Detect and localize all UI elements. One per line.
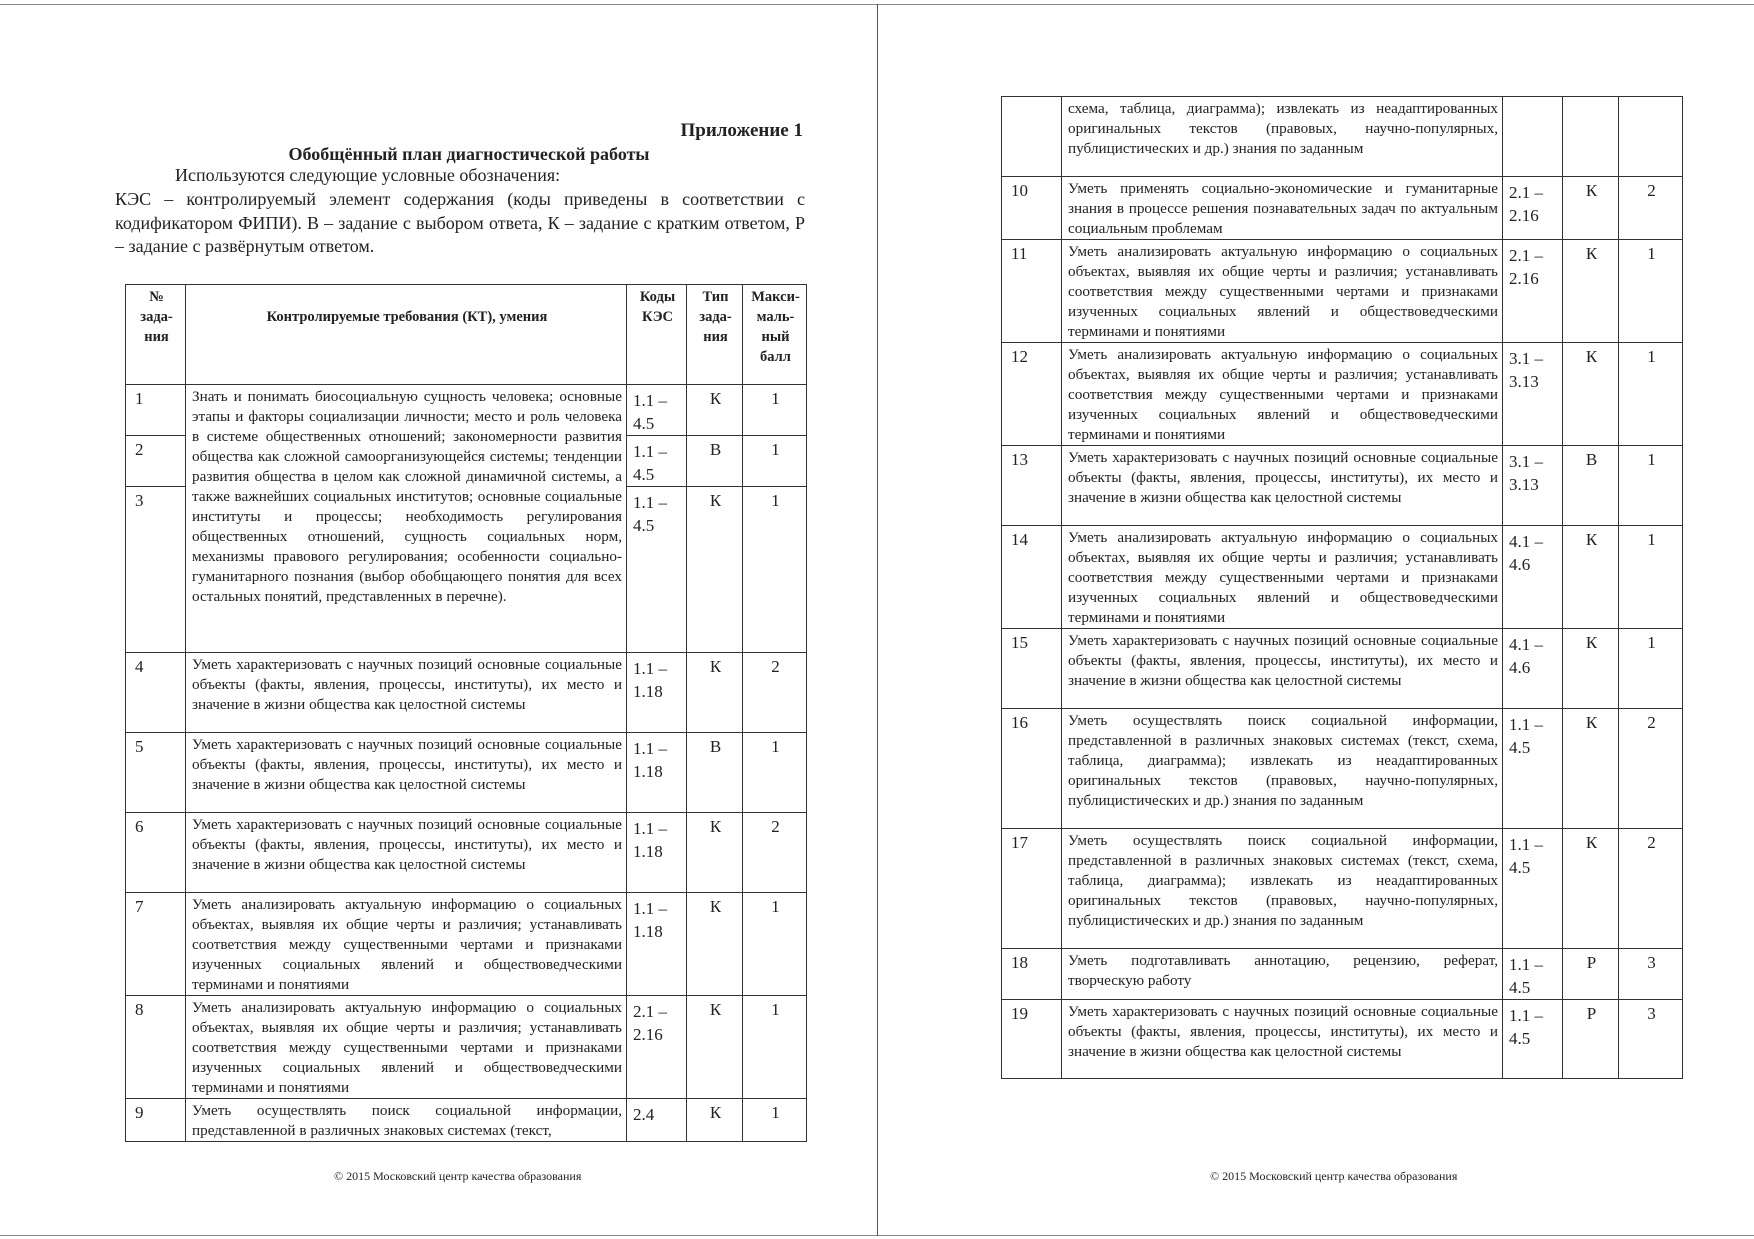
task-requirement: Уметь осуществлять поиск социальной информации, представленной в различных знаковых системах (текст,: [186, 1099, 627, 1142]
task-requirement: Уметь применять социально-экономические и гуманитарные знания в процессе решения познавательных задач по актуальным социальным проблемам: [1062, 177, 1503, 240]
page-title: Обобщённый план диагностической работы: [288, 144, 650, 164]
task-requirement: Уметь анализировать актуальную информацию о социальных объектах, выявляя их общие черты и различия; устанавливать соответствия между существенными чертами и признаками изученных социальных явлений и обществоведческими терминами и понятиями: [186, 996, 627, 1099]
task-type: Р: [1563, 1000, 1619, 1079]
table-row: [1002, 240, 1683, 343]
task-number: 9: [126, 1099, 186, 1142]
task-max-score: 2: [1619, 829, 1683, 949]
plan-table-left: [125, 284, 807, 1142]
table-row: [126, 385, 807, 436]
task-number: 11: [1002, 240, 1062, 343]
footer-copyright-right: © 2015 Московский центр качества образования: [1210, 1169, 1458, 1183]
table-row: [126, 996, 807, 1099]
task-kes: 1.1 – 1.18: [627, 813, 687, 893]
task-requirement: Уметь характеризовать с научных позиций основные социальные объекты (факты, явления, процессы, институты), их место и значение в жизни общества как целостной системы: [186, 653, 627, 733]
task-requirement: Уметь осуществлять поиск социальной информации, представленной в различных знаковых системах (текст, схема, таблица, диаграмма); извлекать из неадаптированных оригинальных текстов (правовых, научно-популярных, публицистических и др.) знания по заданным: [1062, 829, 1503, 949]
task-max-score: 1: [1619, 446, 1683, 526]
task-kes: 1.1 – 4.5: [1503, 1000, 1563, 1079]
task-max-score: 2: [743, 813, 807, 893]
task-type: К: [1563, 629, 1619, 709]
header-num: № зада-ния: [126, 285, 186, 385]
task-max-score: 3: [1619, 949, 1683, 1000]
page-divider: [877, 4, 878, 1236]
task-kes: 3.1 – 3.13: [1503, 343, 1563, 446]
task-kes: 1.1 – 4.5: [1503, 829, 1563, 949]
footer-copyright-left: © 2015 Московский центр качества образования: [334, 1169, 582, 1183]
table-row: [1002, 1000, 1683, 1079]
table-row: [1002, 829, 1683, 949]
task-type: К: [1563, 240, 1619, 343]
task-max-score: 2: [743, 653, 807, 733]
task-max-score: 1: [1619, 343, 1683, 446]
empty-cell: [1619, 97, 1683, 177]
task-max-score: 1: [743, 436, 807, 487]
task-number: 15: [1002, 629, 1062, 709]
task-requirement: Знать и понимать биосоциальную сущность человека; основные этапы и факторы социализации личности; место и роль человека в системе общественных отношений; закономерности развития общества как сложной самоорганизующейся системы; тенденции развития общества в целом как сложной динамичной системы, а также важнейших социальных институтов; основные социальные институты и процессы; необходимость регулирования общественных отношений, сущность социальных норм, механизмы правового регулирования; особенности социально-гуманитарного познания (выбор обобщающего понятия для всех остальных понятий, представленных в перечне).: [186, 385, 627, 653]
task-requirement: Уметь характеризовать с научных позиций основные социальные объекты (факты, явления, процессы, институты), их место и значение в жизни общества как целостной системы: [186, 813, 627, 893]
table-row-continuation: [1002, 97, 1683, 177]
task-kes: 4.1 – 4.6: [1503, 526, 1563, 629]
task-number: 13: [1002, 446, 1062, 526]
task-kes: 1.1 – 4.5: [627, 436, 687, 487]
task-kes: 1.1 – 4.5: [1503, 709, 1563, 829]
table-row: [1002, 526, 1683, 629]
task-type: К: [1563, 343, 1619, 446]
task-max-score: 1: [743, 385, 807, 436]
task-max-score: 1: [743, 1099, 807, 1142]
task-requirement-continuation: схема, таблица, диаграмма); извлекать из неадаптированных оригинальных текстов (правовых, научно-популярных, публицистических и др.) знания по заданным: [1062, 97, 1503, 177]
task-requirement: Уметь анализировать актуальную информацию о социальных объектах, выявляя их общие черты и различия; устанавливать соответствия между существенными чертами и признаками изученных социальных явлений и обществоведческими терминами и понятиями: [1062, 343, 1503, 446]
task-type: К: [687, 385, 743, 436]
task-kes: 1.1 – 4.5: [627, 487, 687, 653]
task-max-score: 1: [1619, 240, 1683, 343]
task-kes: 2.1 – 2.16: [1503, 177, 1563, 240]
task-requirement: Уметь характеризовать с научных позиций основные социальные объекты (факты, явления, процессы, институты), их место и значение в жизни общества как целостной системы: [1062, 446, 1503, 526]
task-kes: 1.1 – 4.5: [1503, 949, 1563, 1000]
table-row: [1002, 446, 1683, 526]
task-requirement: Уметь характеризовать с научных позиций основные социальные объекты (факты, явления, процессы, институты), их место и значение в жизни общества как целостной системы: [1062, 629, 1503, 709]
table-row: [1002, 709, 1683, 829]
task-number: 3: [126, 487, 186, 653]
task-number: 18: [1002, 949, 1062, 1000]
empty-cell: [1563, 97, 1619, 177]
task-kes: 1.1 – 1.18: [627, 893, 687, 996]
task-max-score: 1: [1619, 526, 1683, 629]
task-max-score: 1: [743, 996, 807, 1099]
table-row: [126, 813, 807, 893]
task-requirement: Уметь подготавливать аннотацию, рецензию, реферат, творческую работу: [1062, 949, 1503, 1000]
table-row: [126, 1099, 807, 1142]
task-requirement: Уметь осуществлять поиск социальной информации, представленной в различных знаковых системах (текст, схема, таблица, диаграмма); извлекать из неадаптированных оригинальных текстов (правовых, научно-популярных, публицистических и др.) знания по заданным: [1062, 709, 1503, 829]
task-number: 12: [1002, 343, 1062, 446]
task-max-score: 3: [1619, 1000, 1683, 1079]
task-number: 8: [126, 996, 186, 1099]
task-kes: 1.1 – 1.18: [627, 653, 687, 733]
task-number: 2: [126, 436, 186, 487]
task-type: К: [687, 996, 743, 1099]
task-type: К: [687, 1099, 743, 1142]
task-number: 10: [1002, 177, 1062, 240]
table-row: [1002, 177, 1683, 240]
task-type: К: [1563, 709, 1619, 829]
task-number: 6: [126, 813, 186, 893]
task-max-score: 1: [1619, 629, 1683, 709]
task-type: К: [687, 653, 743, 733]
task-kes: 1.1 – 1.18: [627, 733, 687, 813]
task-kes: 2.1 – 2.16: [1503, 240, 1563, 343]
table-row: [126, 893, 807, 996]
plan-table-right: [1001, 96, 1683, 1079]
legend-intro: Используются следующие условные обозначения:: [175, 165, 561, 185]
table-row: [1002, 949, 1683, 1000]
task-number: 1: [126, 385, 186, 436]
task-kes: 4.1 – 4.6: [1503, 629, 1563, 709]
task-type: К: [687, 813, 743, 893]
task-max-score: 1: [743, 487, 807, 653]
task-requirement: Уметь характеризовать с научных позиций основные социальные объекты (факты, явления, процессы, институты), их место и значение в жизни общества как целостной системы: [1062, 1000, 1503, 1079]
header-type: Тип зада-ния: [687, 285, 743, 385]
task-type: В: [687, 436, 743, 487]
task-number: 19: [1002, 1000, 1062, 1079]
task-type: К: [1563, 829, 1619, 949]
table-row: [126, 653, 807, 733]
task-max-score: 1: [743, 893, 807, 996]
task-max-score: 1: [743, 733, 807, 813]
appendix-label: Приложение 1: [680, 120, 803, 141]
header-requirements: Контролируемые требования (КТ), умения: [186, 285, 627, 385]
legend-text: КЭС – контролируемый элемент содержания (коды приведены в соответствии с кодификатором ФИПИ). В – задание с выбором ответа, К – задание с кратким ответом, Р – задание с развёрнутым ответом.: [115, 189, 805, 256]
task-type: В: [1563, 446, 1619, 526]
task-requirement: Уметь характеризовать с научных позиций основные социальные объекты (факты, явления, процессы, институты), их место и значение в жизни общества как целостной системы: [186, 733, 627, 813]
task-number: 14: [1002, 526, 1062, 629]
table-row: [1002, 343, 1683, 446]
task-max-score: 2: [1619, 709, 1683, 829]
task-requirement: Уметь анализировать актуальную информацию о социальных объектах, выявляя их общие черты и различия; устанавливать соответствия между существенными чертами и признаками изученных социальных явлений и обществоведческими терминами и понятиями: [186, 893, 627, 996]
task-type: Р: [1563, 949, 1619, 1000]
table-row: [126, 733, 807, 813]
task-kes: 1.1 – 4.5: [627, 385, 687, 436]
table-header-row: [126, 285, 807, 385]
empty-cell: [1503, 97, 1563, 177]
task-type: В: [687, 733, 743, 813]
task-type: К: [1563, 526, 1619, 629]
task-requirement: Уметь анализировать актуальную информацию о социальных объектах, выявляя их общие черты и различия; устанавливать соответствия между существенными чертами и признаками изученных социальных явлений и обществоведческими терминами и понятиями: [1062, 526, 1503, 629]
task-number: 16: [1002, 709, 1062, 829]
task-number: 5: [126, 733, 186, 813]
task-type: К: [687, 893, 743, 996]
task-requirement: Уметь анализировать актуальную информацию о социальных объектах, выявляя их общие черты и различия; устанавливать соответствия между существенными чертами и признаками изученных социальных явлений и обществоведческими терминами и понятиями: [1062, 240, 1503, 343]
empty-cell: [1002, 97, 1062, 177]
header-max-score: Макси-маль-ный балл: [743, 285, 807, 385]
task-number: 4: [126, 653, 186, 733]
task-kes: 2.1 – 2.16: [627, 996, 687, 1099]
task-type: К: [687, 487, 743, 653]
task-kes: 3.1 – 3.13: [1503, 446, 1563, 526]
task-type: К: [1563, 177, 1619, 240]
task-kes: 2.4: [627, 1099, 687, 1142]
table-row: [1002, 629, 1683, 709]
task-number: 7: [126, 893, 186, 996]
header-kes: Коды КЭС: [627, 285, 687, 385]
task-max-score: 2: [1619, 177, 1683, 240]
task-number: 17: [1002, 829, 1062, 949]
